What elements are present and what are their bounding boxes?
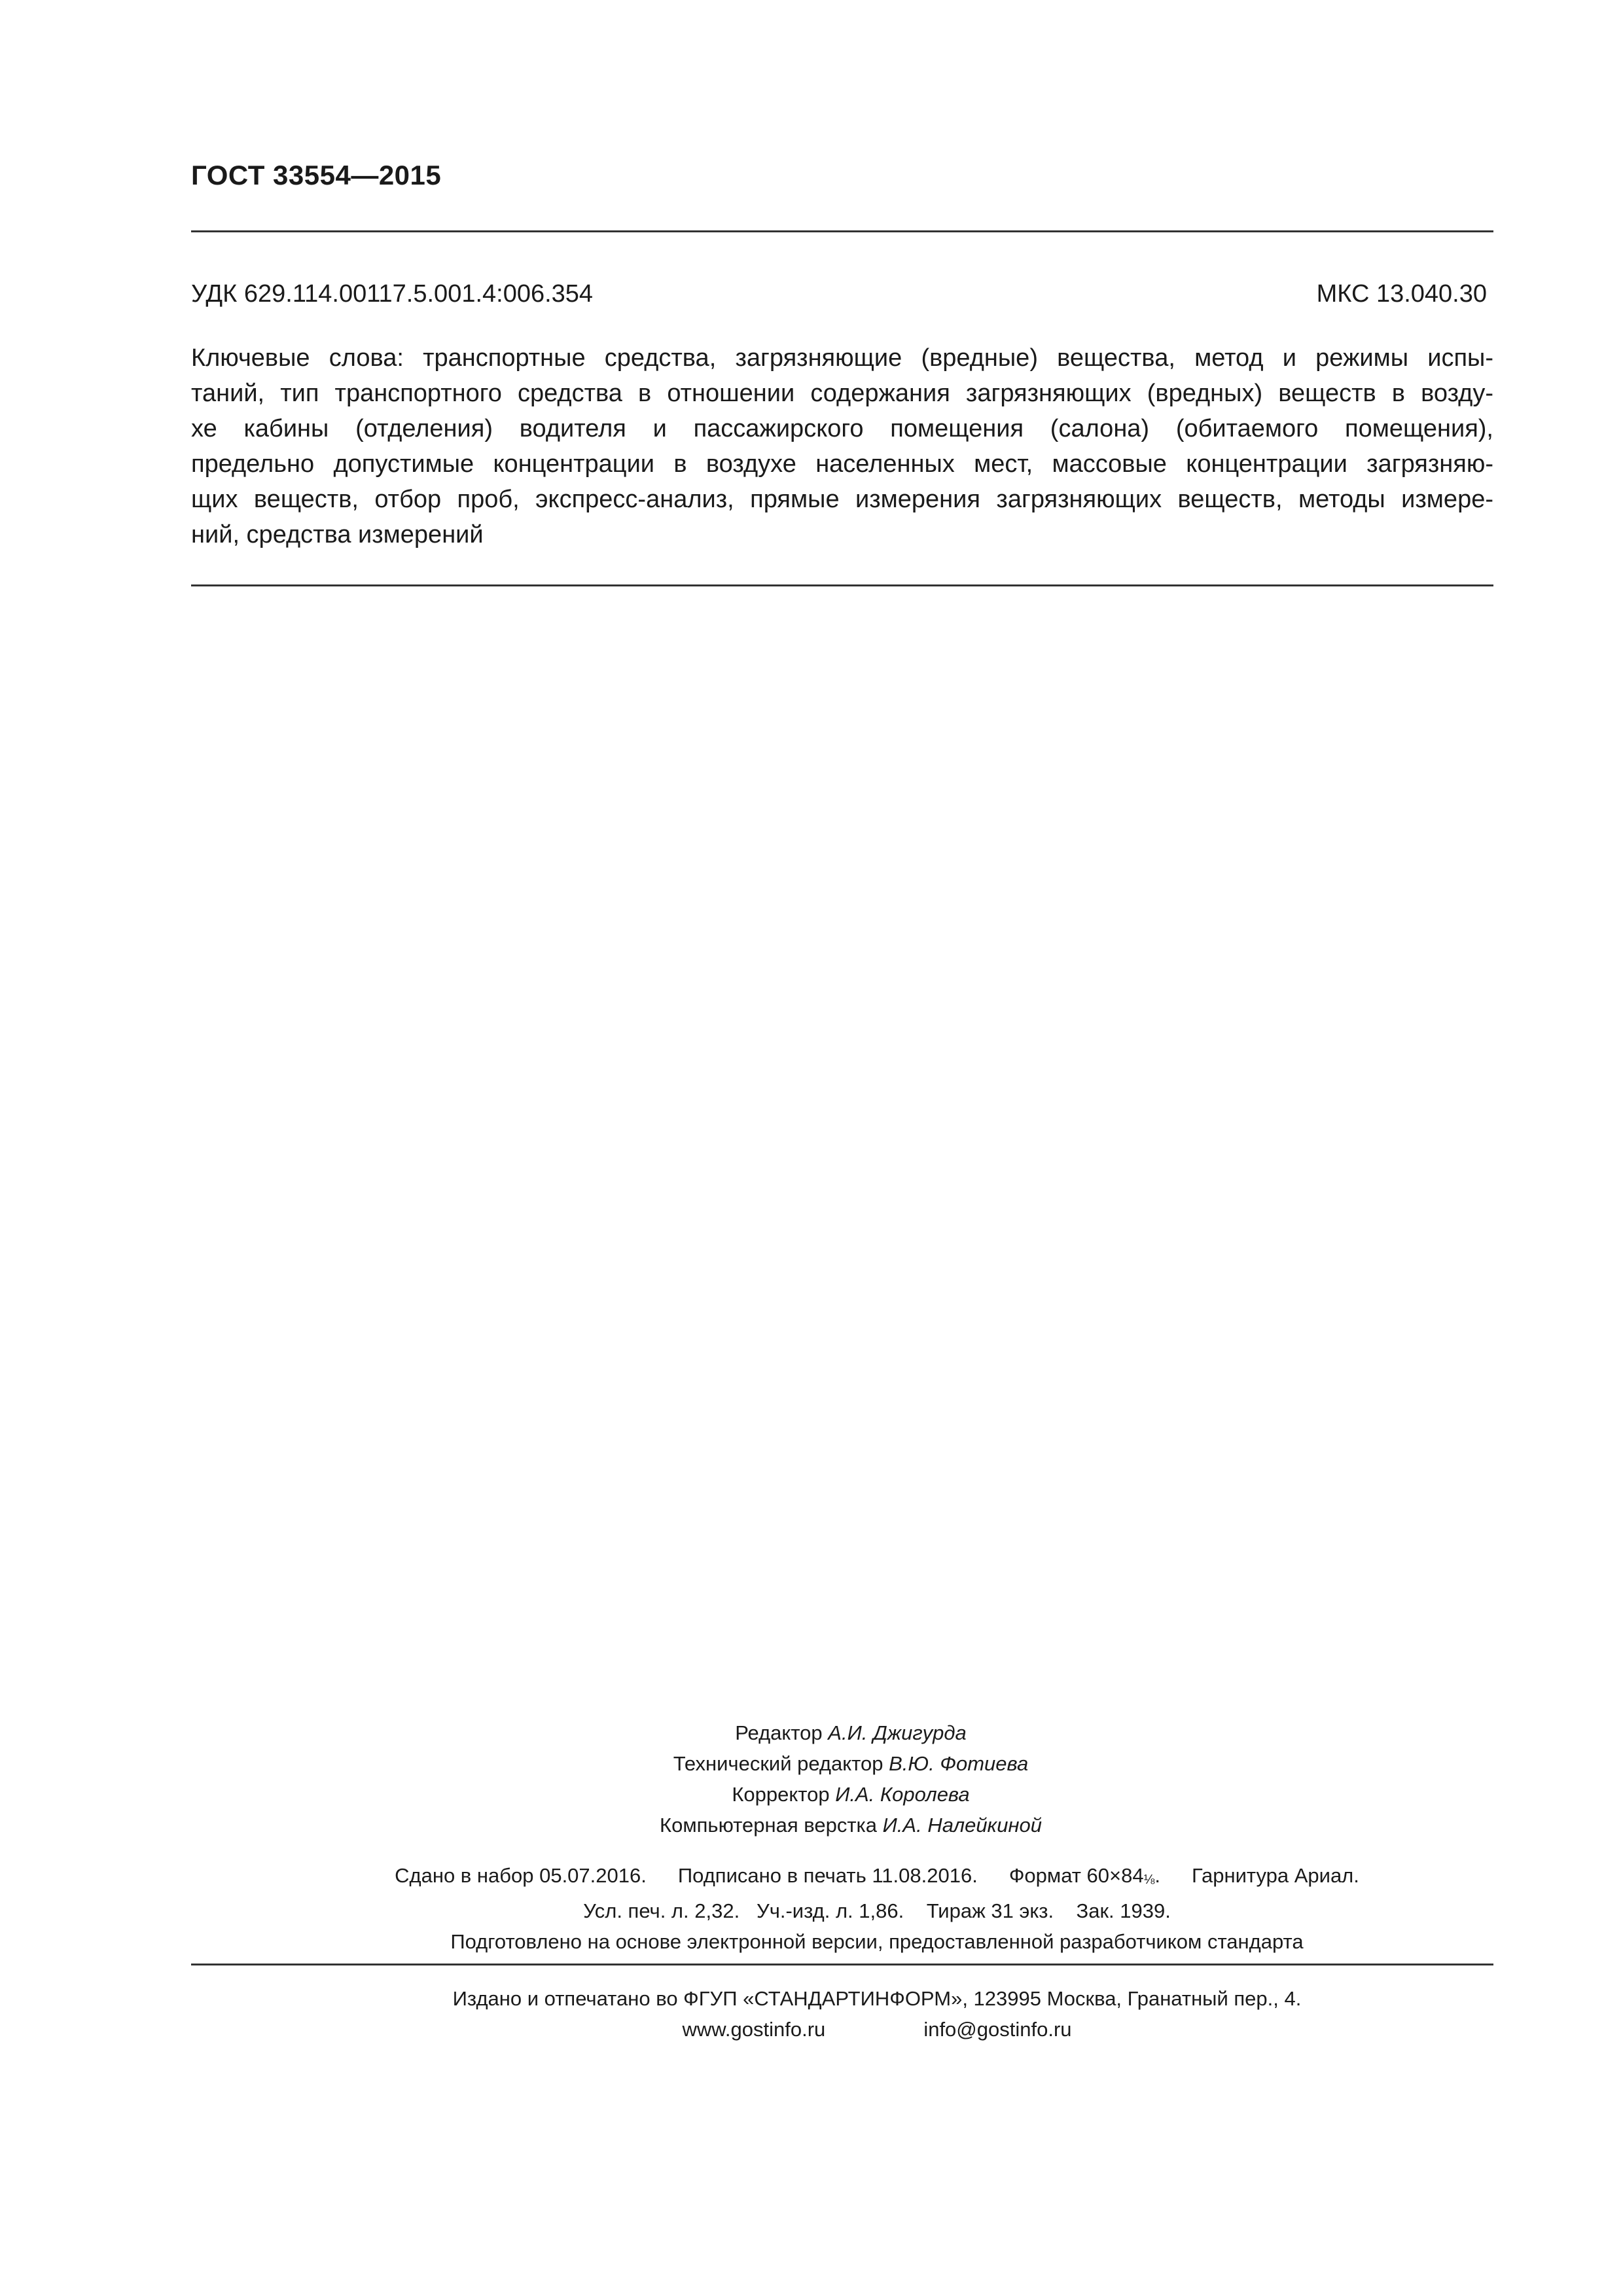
top-divider — [191, 230, 1493, 232]
credit-name: А.И. Джигурда — [828, 1721, 967, 1744]
imprint-line-1 — [281, 1860, 1472, 1895]
credit-role: Технический редактор — [673, 1752, 889, 1775]
print-sheets: Усл. печ. л. 2,32. — [583, 1899, 740, 1922]
email-link[interactable]: info@gostinfo.ru — [923, 2018, 1072, 2041]
submitted-date: Сдано в набор 05.07.2016. — [395, 1864, 647, 1887]
udk-code: УДК 629.114.00117.5.001.4:006.354 — [191, 280, 594, 308]
keywords-line: предельно допустимые концентрации в воздухе населенных мест, массовые концентрации загрязняю- — [191, 450, 1493, 478]
publisher-sheets: Уч.-изд. л. 1,86. — [757, 1899, 904, 1922]
credit-proofreader — [563, 1779, 1139, 1810]
credit-layout — [563, 1810, 1139, 1840]
credit-editor — [563, 1717, 1139, 1748]
format-prefix: Формат 60×84 — [1008, 1864, 1144, 1887]
source-note: Подготовлено на основе электронной версии, предоставленной разработчиком стандарта — [450, 1930, 1304, 1953]
credit-role: Компьютерная верстка — [660, 1814, 883, 1837]
website-link[interactable]: www.gostinfo.ru — [682, 2018, 826, 2041]
credits-block — [563, 1717, 1139, 1840]
publisher-block — [281, 1983, 1472, 2045]
credit-role: Редактор — [735, 1721, 829, 1744]
typeface: Гарнитура Ариал. — [1191, 1864, 1359, 1887]
credit-name: В.Ю. Фотиева — [889, 1752, 1029, 1775]
signed-date: Подписано в печать 11.08.2016. — [677, 1864, 978, 1887]
circulation: Тираж 31 экз. — [926, 1899, 1054, 1922]
keywords-line: хе кабины (отделения) водителя и пассажирского помещения (салона) (обитаемого помещения), — [191, 415, 1493, 442]
keywords-paragraph — [191, 340, 1493, 552]
credit-name: И.А. Королева — [835, 1783, 970, 1806]
format-suffix: . — [1154, 1864, 1160, 1887]
keywords-line: ний, средства измерений — [191, 521, 484, 548]
imprint-line-2 — [281, 1895, 1472, 1926]
keywords-line: щих веществ, отбор проб, экспресс-анализ, прямые измерения загрязняющих веществ, методы измере- — [191, 486, 1493, 513]
imprint-block — [281, 1860, 1472, 1957]
mks-code: МКС 13.040.30 — [1316, 280, 1487, 308]
format-fraction: ⅛ — [1143, 1873, 1155, 1887]
keywords-line: таний, тип транспортного средства в отношении содержания загрязняющих (вредных) веществ в возду- — [191, 380, 1493, 407]
publisher-contacts — [281, 2014, 1472, 2045]
order-number: Зак. 1939. — [1076, 1899, 1171, 1922]
keywords-divider — [191, 584, 1493, 586]
keywords-line: Ключевые слова: транспортные средства, загрязняющие (вредные) вещества, метод и режимы испы- — [191, 344, 1493, 372]
standard-number: ГОСТ 33554—2015 — [191, 160, 442, 190]
credit-role: Корректор — [732, 1783, 836, 1806]
credit-name: И.А. Налейкиной — [882, 1814, 1042, 1837]
credit-tech-editor — [563, 1748, 1139, 1779]
publisher-address: Издано и отпечатано во ФГУП «СТАНДАРТИНФОРМ», 123995 Москва, Гранатный пер., 4. — [452, 1987, 1302, 2010]
bottom-divider — [191, 1964, 1493, 1965]
